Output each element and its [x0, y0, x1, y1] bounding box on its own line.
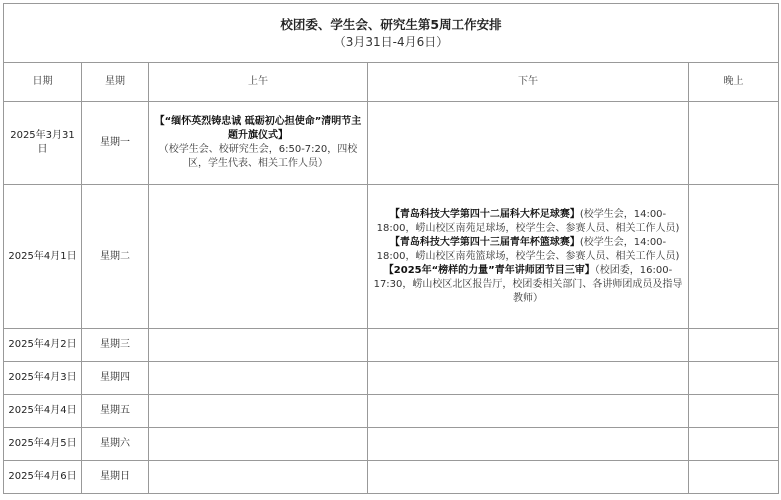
morning-cell [149, 395, 368, 428]
afternoon-cell [368, 329, 689, 362]
column-header-weekday: 星期 [82, 63, 149, 102]
weekly-schedule-table [3, 3, 779, 494]
table-row [4, 185, 779, 329]
weekday-cell: 星期二 [82, 185, 149, 329]
weekday-cell: 星期四 [82, 362, 149, 395]
table-row [4, 362, 779, 395]
title-cell [4, 4, 779, 63]
table-row [4, 428, 779, 461]
evening-cell [689, 395, 779, 428]
evening-cell [689, 102, 779, 185]
column-header-afternoon: 下午 [368, 63, 689, 102]
header-row [4, 63, 779, 102]
weekday-cell: 星期日 [82, 461, 149, 494]
event-title: 【青岛科技大学第四十二届科大杯足球赛】 [389, 208, 580, 220]
date-cell: 2025年4月2日 [4, 329, 82, 362]
date-cell: 2025年4月5日 [4, 428, 82, 461]
morning-cell [149, 461, 368, 494]
date-cell: 2025年4月3日 [4, 362, 82, 395]
afternoon-cell [368, 428, 689, 461]
weekday-cell: 星期三 [82, 329, 149, 362]
evening-cell [689, 362, 779, 395]
afternoon-cell [368, 185, 689, 329]
event-title: 【青岛科技大学第四十三届青年杯篮球赛】 [389, 236, 580, 248]
date-cell: 2025年3月31日 [4, 102, 82, 185]
morning-cell [149, 362, 368, 395]
morning-cell [149, 102, 368, 185]
event-detail: （校团委，16:00-17:30，崂山校区北区报告厅，校团委相关部门、各讲师团成员及指导教师） [373, 264, 683, 304]
afternoon-cell [368, 102, 689, 185]
table-row [4, 395, 779, 428]
evening-cell [689, 428, 779, 461]
afternoon-cell [368, 461, 689, 494]
column-header-morning: 上午 [149, 63, 368, 102]
column-header-date: 日期 [4, 63, 82, 102]
event-detail: (校学生会，14:00-18:00，崂山校区南苑篮球场，校学生会、参赛人员、相关工作人员) [376, 236, 680, 262]
column-header-evening: 晚上 [689, 63, 779, 102]
morning-cell [149, 185, 368, 329]
evening-cell [689, 461, 779, 494]
date-cell: 2025年4月1日 [4, 185, 82, 329]
event-title: 【“缅怀英烈铸忠诚 砥砺初心担使命”清明节主题升旗仪式】 [154, 116, 362, 141]
evening-cell [689, 329, 779, 362]
weekday-cell: 星期五 [82, 395, 149, 428]
morning-cell [149, 329, 368, 362]
table-row [4, 102, 779, 185]
date-range-subtitle: （3月31日-4月6日） [333, 34, 449, 49]
page-title: 校团委、学生会、研究生第5周工作安排 [280, 16, 502, 32]
evening-cell [689, 185, 779, 329]
afternoon-cell [368, 395, 689, 428]
weekday-cell: 星期一 [82, 102, 149, 185]
event-detail: （校学生会、校研究生会，6:50-7:20，四校区，学生代表、相关工作人员） [158, 144, 358, 169]
date-cell: 2025年4月6日 [4, 461, 82, 494]
weekday-cell: 星期六 [82, 428, 149, 461]
event-detail: (校学生会，14:00-18:00，崂山校区南苑足球场，校学生会、参赛人员、相关工作人员) [376, 208, 680, 234]
afternoon-cell [368, 362, 689, 395]
morning-cell [149, 428, 368, 461]
date-cell: 2025年4月4日 [4, 395, 82, 428]
event-title: 【2025年“榜样的力量”青年讲师团节目三审】 [383, 264, 595, 276]
table-row [4, 329, 779, 362]
table-row [4, 461, 779, 494]
